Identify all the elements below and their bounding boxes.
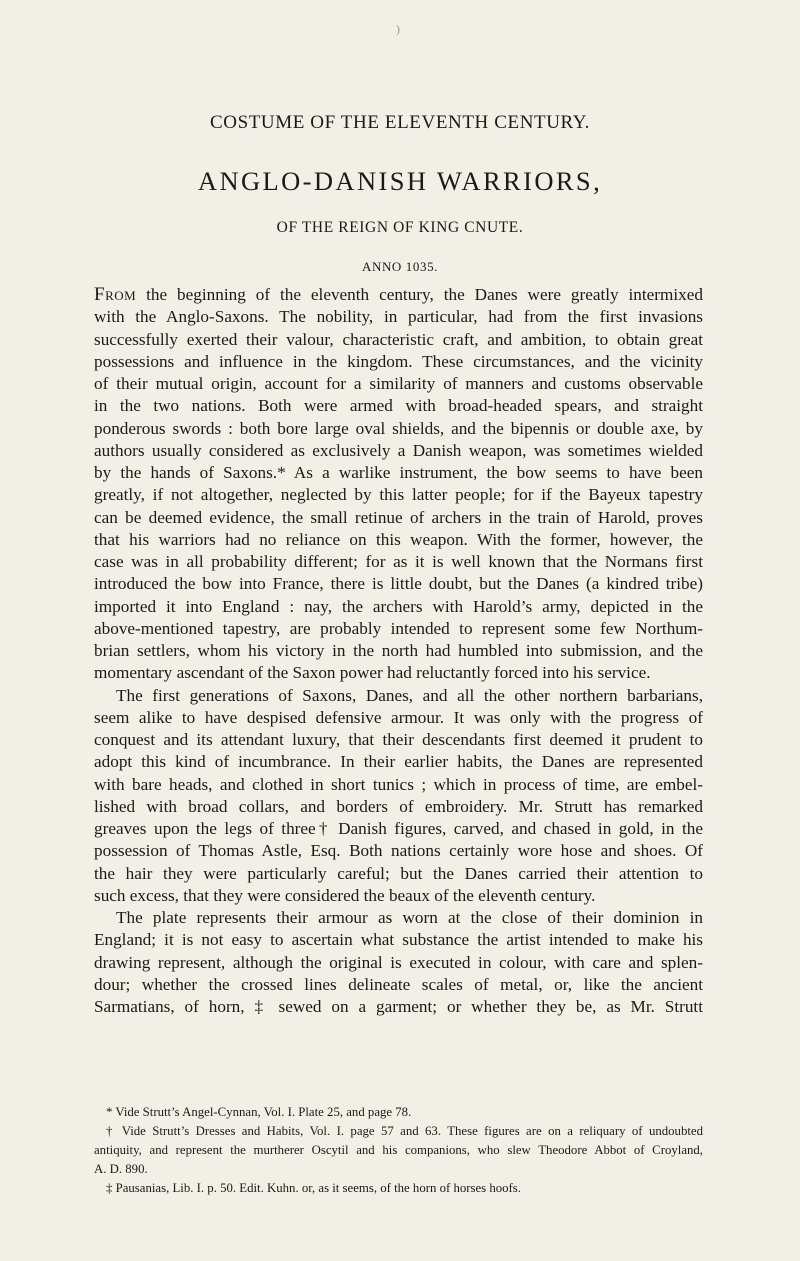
body-line: greaves upon the legs of three† Danish figures, carved, and chased in gold, in the bbox=[94, 819, 703, 838]
body-line: The first generations of Saxons, Danes, and all the other northern barbarians, bbox=[116, 685, 703, 705]
page-mark: ) bbox=[396, 22, 400, 36]
body-line: possessions and influence in the kingdom. These circumstances, and the vicinity bbox=[94, 351, 703, 371]
body-line: introduced the bow into France, there is little doubt, but the Danes (a kindred tribe) bbox=[94, 574, 703, 594]
body-line: with the Anglo-Saxons. The nobility, in particular, had from the first invasions bbox=[94, 307, 703, 327]
running-title: COSTUME OF THE ELEVENTH CENTURY. bbox=[209, 112, 591, 133]
body-line: of their mutual origin, account for a similarity of manners and customs observable bbox=[94, 374, 703, 393]
body-line: momentary ascendant of the Saxon power had reluctantly forced into his service. bbox=[94, 663, 651, 683]
body-line: ponderous swords : both bore large oval shields, and the bipennis or double axe, by bbox=[94, 418, 703, 438]
plate-subtitle: OF THE REIGN OF KING CNUTE. bbox=[276, 219, 524, 236]
footnote-continued: A. D. 890. bbox=[94, 1162, 148, 1177]
body-line: possession of Thomas Astle, Esq. Both nations certainly wore hose and shoes. Of bbox=[94, 841, 703, 861]
plate-title: ANGLO-DANISH WARRIORS, bbox=[197, 166, 603, 196]
body-line: authors usually considered as exclusively a Danish weapon, was sometimes wielded bbox=[94, 440, 703, 460]
body-line: such excess, that they were considered the beaux of the eleventh century. bbox=[94, 885, 596, 905]
body-line: From the beginning of the eleventh century, the Danes were greatly intermixed bbox=[94, 284, 703, 305]
plate-date: ANNO 1035. bbox=[361, 259, 439, 274]
body-line: seem alike to have despised defensive armour. It was only with the progress of bbox=[94, 707, 703, 727]
body-line: dour; whether the crossed lines delineate scales of metal, or, like the ancient bbox=[94, 974, 703, 994]
body-line: conquest and its attendant luxury, that their descendants first deemed it prudent to bbox=[94, 730, 703, 749]
body-line: by the hands of Saxons.* As a warlike instrument, the bow seems to have been bbox=[94, 463, 703, 482]
body-line: adopt this kind of incumbrance. In their earlier habits, the Danes are represented bbox=[94, 752, 703, 772]
body-line: successfully exerted their valour, characteristic craft, and ambition, to obtain great bbox=[94, 329, 703, 349]
body-line: Sarmatians, of horn, ‡ sewed on a garment; or whether they be, as Mr. Strutt bbox=[94, 997, 703, 1016]
body-line: the hair they were particularly careful; but the Danes carried their attention to bbox=[94, 863, 703, 883]
body-line: The plate represents their armour as worn at the close of their dominion in bbox=[116, 908, 703, 927]
body-line: in the two nations. Both were armed with broad-headed spears, and straight bbox=[94, 396, 703, 416]
body-line: above-mentioned tapestry, are probably intended to represent some few Northum- bbox=[94, 618, 703, 638]
body-line: that his warriors had no reliance on this weapon. With the former, however, the bbox=[94, 529, 703, 549]
footnote: ‡ Pausanias, Lib. I. p. 50. Edit. Kuhn. or, as it seems, of the horn of horses hoofs. bbox=[106, 1181, 521, 1196]
footnote: † Vide Strutt’s Dresses and Habits, Vol. I. page 57 and 63. These figures are on a reliquary of undoubted bbox=[106, 1124, 703, 1139]
footnote-continued: antiquity, and represent the murtherer Oscytil and his companions, who slew Theodore Abbot of Croyland, bbox=[94, 1143, 703, 1158]
body-line: brian settlers, whom his victory in the north had humbled into submission, and the bbox=[94, 641, 703, 660]
drop-word: From bbox=[94, 284, 137, 305]
body-line: with bare heads, and clothed in short tunics ; which in process of time, are embel- bbox=[94, 774, 703, 794]
body-text bbox=[94, 284, 703, 1018]
body-line: lished with broad collars, and borders of embroidery. Mr. Strutt has remarked bbox=[94, 796, 703, 816]
body-line: greatly, if not altogether, neglected by this latter people; for if the Bayeux tapestry bbox=[94, 485, 703, 505]
body-line: case was in all probability different; for as it is well known that the Normans first bbox=[94, 552, 703, 571]
body-line: drawing represent, although the original is executed in colour, with care and splen- bbox=[94, 952, 703, 972]
footnote: * Vide Strutt’s Angel-Cynnan, Vol. I. Plate 25, and page 78. bbox=[106, 1105, 412, 1119]
body-line: can be deemed evidence, the small retinue of archers in the train of Harold, proves bbox=[94, 507, 703, 527]
footnotes bbox=[94, 1103, 703, 1198]
body-line: imported it into England : nay, the archers with Harold’s army, depicted in the bbox=[94, 596, 703, 616]
body-line: England; it is not easy to ascertain what substance the artist intended to make his bbox=[94, 930, 703, 950]
